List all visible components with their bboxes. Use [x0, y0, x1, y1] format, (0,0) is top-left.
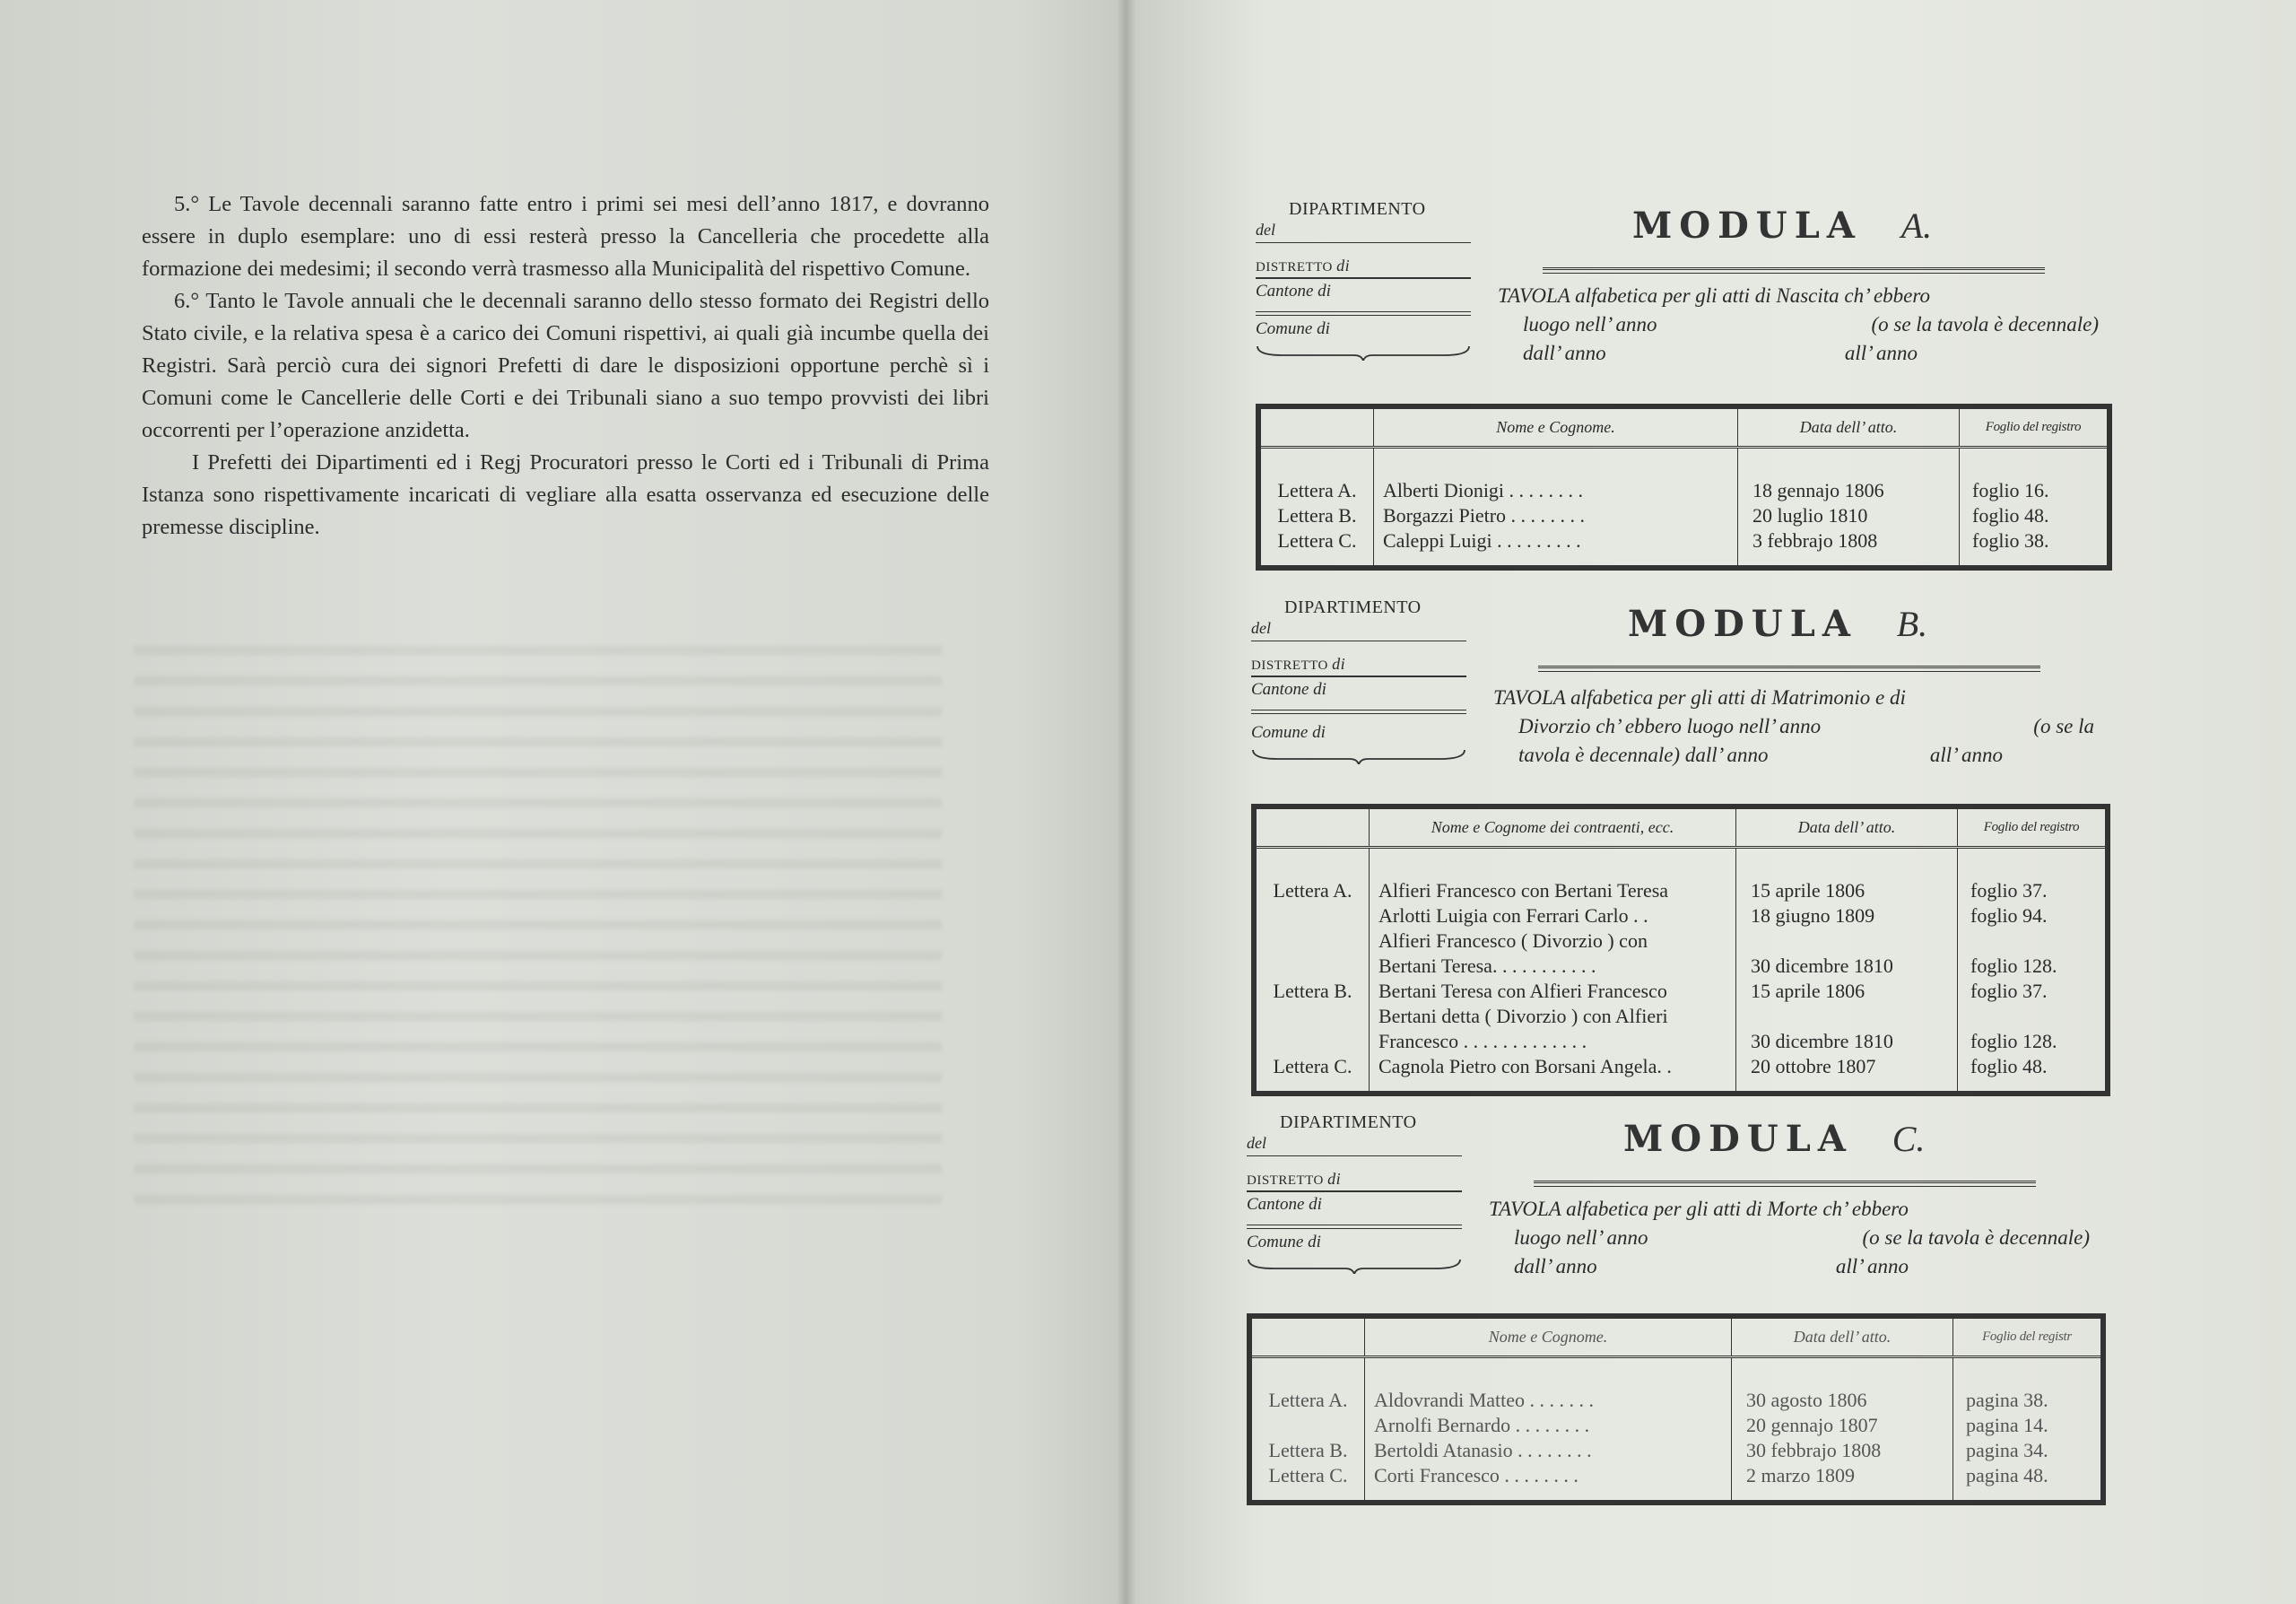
modula-a-header — [1238, 199, 2112, 379]
modula-a-table — [1256, 404, 2112, 571]
cantone-label: Cantone di — [1251, 680, 1326, 699]
table-row: Lettera A. Aldovrandi Matteo . . . . . . . 30 agosto 1806 pagina 38. — [1249, 1357, 2103, 1414]
dipartimento-label: DIPARTIMENTO — [1284, 597, 1422, 617]
comune-label: Comune di — [1251, 723, 1326, 742]
cantone-label: Cantone di — [1247, 1195, 1322, 1214]
modula-b-title: MODULA B. — [1628, 603, 1928, 645]
table-row: Bertani Teresa. . . . . . . . . . . 30 dicembre 1810 foglio 128. — [1254, 954, 2108, 979]
dipartimento-label: DIPARTIMENTO — [1280, 1112, 1417, 1132]
distretto-label: DISTRETTO di — [1251, 655, 1346, 673]
modula-c-title: MODULA C. — [1623, 1118, 1926, 1160]
comune-label: Comune di — [1256, 319, 1330, 338]
title-rule — [1543, 267, 2045, 274]
table-row: Lettera B. Borgazzi Pietro . . . . . . . . 20 luglio 1810 foglio 48. — [1258, 503, 2109, 528]
paragraph-prefetti: I Prefetti dei Dipartimenti ed i Regj Procuratori presso le Corti ed i Tribunali di Prima Istanza sono rispettivamente incaricati di vegliare alla esatta osservanza ed esecuzione delle premesse discipline. — [142, 450, 989, 539]
table-row: Lettera B. Bertani Teresa con Alfieri Francesco 15 aprile 1806 foglio 37. — [1254, 979, 2108, 1004]
paragraph-6: 6.° Tanto le Tavole annuali che le decennali saranno dello stesso formato dei Registri dello Stato civile, e la relativa spesa è a carico dei Comuni rispettivi, ai quali già incumbe quella dei Registri. Sarà perciò cura dei signori Prefetti di dare le disposizioni opportune perchè sì i Comuni come le Cancellerie delle Corti e dei Tribunali siano a suo tempo provvisti dei libri occorrenti per l’operazione anzidetta. — [142, 289, 989, 442]
table-row: Francesco . . . . . . . . . . . . . 30 dicembre 1810 foglio 128. — [1254, 1029, 2108, 1054]
del-label: del — [1256, 221, 1275, 239]
del-line — [1247, 1155, 1462, 1156]
table-row: Alfieri Francesco ( Divorzio ) con — [1254, 928, 2108, 954]
del-label: del — [1251, 619, 1271, 637]
modula-b-header — [1233, 597, 2108, 777]
brace-icon — [1247, 1256, 1462, 1274]
modula-c-table — [1247, 1313, 2106, 1505]
show-through-text — [135, 646, 942, 1220]
cantone-line — [1247, 1225, 1462, 1229]
table-row: Lettera A. Alberti Dionigi . . . . . . . . 18 gennajo 1806 foglio 16. — [1258, 448, 2109, 504]
table-row: Lettera A. Alfieri Francesco con Bertani Teresa 15 aprile 1806 foglio 37. — [1254, 848, 2108, 904]
table-header-row: Nome e Cognome dei contraenti, ecc. Data dell’ atto. Foglio del registro — [1254, 806, 2108, 848]
modula-a-description: TAVOLA alfabetica per gli atti di Nascita ch’ ebbero luogo nell’ anno (o se la tavola è decennale) dall’ anno all’ anno — [1498, 284, 2099, 364]
cantone-label: Cantone di — [1256, 282, 1331, 301]
paragraph-5: 5.° Le Tavole decennali saranno fatte entro i primi sei mesi dell’anno 1817, e dovranno essere in duplo esemplare: uno di essi resterà presso la Cancelleria che procedette alla formazione dei medesimi; il secondo verrà trasmesso alla Municipalità del rispettivo Comune. — [142, 192, 989, 281]
modula-c-header — [1229, 1112, 2103, 1292]
modula-c — [1229, 1112, 2103, 1486]
dipartimento-label: DIPARTIMENTO — [1289, 199, 1426, 219]
table-row: Bertani detta ( Divorzio ) con Alfieri — [1254, 1004, 2108, 1029]
distretto-label: DISTRETTO di — [1256, 257, 1351, 275]
table-row: Arnolfi Bernardo . . . . . . . . 20 gennajo 1807 pagina 14. — [1249, 1413, 2103, 1438]
del-label: del — [1247, 1134, 1266, 1152]
distretto-line — [1256, 277, 1471, 279]
distretto-line — [1251, 676, 1466, 677]
modula-a — [1238, 199, 2112, 552]
brace-icon — [1256, 343, 1471, 361]
modula-a-title: MODULA A. — [1632, 205, 1933, 247]
title-rule — [1534, 1181, 2036, 1187]
table-header-row: Nome e Cognome. Data dell’ atto. Foglio del registro — [1258, 406, 2109, 448]
del-line — [1256, 242, 1471, 243]
brace-icon — [1251, 746, 1466, 764]
distretto-label: DISTRETTO di — [1247, 1170, 1342, 1188]
modula-b-description: TAVOLA alfabetica per gli atti di Matrimonio e di Divorzio ch’ ebbero luogo nell’ anno (o se la tavola è decennale) dall’ anno all’ anno — [1493, 686, 2094, 766]
table-row: Arlotti Luigia con Ferrari Carlo . . 18 giugno 1809 foglio 94. — [1254, 903, 2108, 928]
table-row: Lettera C. Cagnola Pietro con Borsani Angela. . 20 ottobre 1807 foglio 48. — [1254, 1054, 2108, 1094]
title-rule — [1538, 666, 2040, 672]
table-row: Lettera C. Corti Francesco . . . . . . . . 2 marzo 1809 pagina 48. — [1249, 1463, 2103, 1503]
comune-label: Comune di — [1247, 1233, 1321, 1251]
table-row: Lettera B. Bertoldi Atanasio . . . . . . . . 30 febbrajo 1808 pagina 34. — [1249, 1438, 2103, 1463]
modula-b-table — [1251, 804, 2110, 1096]
table-row: Lettera C. Caleppi Luigi . . . . . . . . . 3 febbrajo 1808 foglio 38. — [1258, 528, 2109, 568]
modula-b — [1233, 597, 2108, 1077]
modula-c-description: TAVOLA alfabetica per gli atti di Morte ch’ ebbero luogo nell’ anno (o se la tavola è decennale) dall’ anno all’ anno — [1489, 1198, 2090, 1277]
table-header-row: Nome e Cognome. Data dell’ atto. Foglio del registr — [1249, 1316, 2103, 1357]
distretto-line — [1247, 1190, 1462, 1192]
page-fold — [1117, 0, 1136, 1604]
cantone-line — [1256, 311, 1471, 316]
cantone-line — [1251, 710, 1466, 714]
left-page-text — [142, 188, 989, 544]
